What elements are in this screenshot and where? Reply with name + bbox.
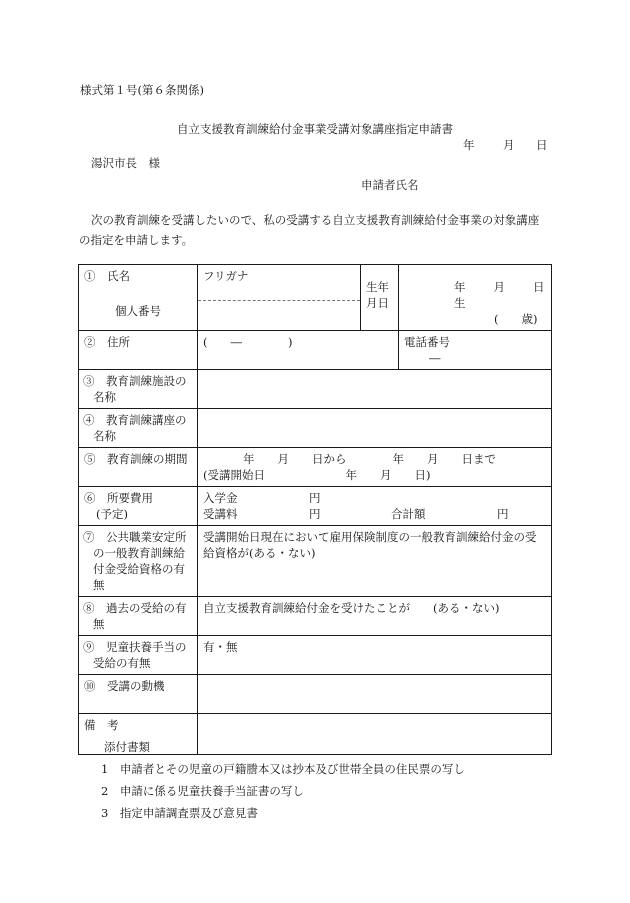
tuition-label: 受講料 [203, 507, 238, 521]
birth-month: 月 [493, 280, 505, 294]
birth-label-1: 生年 [366, 280, 389, 294]
period-line-2: (受講開始日 年 月 日) [203, 468, 431, 482]
motive-label: ⑩ 受講の動機 [79, 675, 198, 714]
intro-line-2: の指定を申請します。 [79, 233, 194, 247]
name-label-cell [79, 265, 198, 331]
phone-cell[interactable] [399, 331, 552, 370]
hellowork-text[interactable]: 受講開始日現在において雇用保険制度の一般教育訓練給付金の受給資格が(ある・ない) [198, 526, 552, 597]
kojin-bangou-label: 個人番号 [115, 304, 161, 318]
address-label: ② 住所 [79, 331, 198, 370]
attachment-item-1: 1 申請者とその児童の戸籍謄本又は抄本及び世帯全員の住民票の写し [101, 762, 465, 776]
attachment-item-3: 3 指定申請調査票及び意見書 [101, 806, 258, 820]
period-input-cell[interactable] [198, 448, 552, 487]
remarks-label: 備 考 [79, 714, 198, 755]
total-yen: 円 [497, 507, 509, 521]
facility-label: ③ 教育訓練施設の名称 [79, 370, 198, 409]
period-line-1: 年 月 日から 年 月 日まで [243, 452, 496, 466]
child-allowance-label: ⑨ 児童扶養手当の受給の有無 [79, 636, 198, 675]
age: ( 歳) [494, 312, 538, 326]
name-input-cell[interactable] [198, 265, 361, 331]
application-form-table [78, 264, 552, 755]
applicant-name-label: 申請者氏名 [361, 178, 419, 192]
intro-text [79, 210, 559, 250]
attachment-item-2: 2 申請に係る児童扶養手当証書の写し [101, 784, 304, 798]
birthdate-label-cell [361, 265, 399, 331]
phone-label: 電話番号 [404, 335, 450, 349]
addressee: 湯沢市長 様 [91, 156, 160, 170]
total-label: 合計額 [391, 507, 426, 521]
document-title: 自立支援教育訓練給付金事業受講対象講座指定申請書 [177, 122, 453, 136]
name-label: ① 氏名 [84, 269, 130, 283]
cost-label-cell [79, 487, 198, 526]
cost-label-sub: (予定) [96, 507, 128, 521]
cost-input-cell[interactable] [198, 487, 552, 526]
date-year: 年 [463, 138, 475, 152]
attachments [101, 736, 465, 824]
course-label: ④ 教育訓練講座の名称 [79, 409, 198, 448]
phone-dash: ― [429, 351, 441, 365]
course-input[interactable] [198, 409, 552, 448]
date-day: 日 [536, 138, 548, 152]
date-month: 月 [503, 138, 515, 152]
cost-label: ⑥ 所要費用 [84, 491, 153, 505]
motive-input[interactable] [198, 675, 552, 714]
enrollment-fee-label: 入学金 [203, 491, 238, 505]
period-label: ⑤ 教育訓練の期間 [79, 448, 198, 487]
attachments-heading: 添付書類 [104, 740, 150, 754]
enrollment-fee-yen: 円 [309, 491, 321, 505]
postal-code: ( ― ) [203, 335, 293, 349]
hellowork-label: ⑦ 公共職業安定所の一般教育訓練給付金受給資格の有無 [79, 526, 198, 597]
birth-year: 年 [454, 280, 466, 294]
furigana-label: フリガナ [198, 265, 360, 301]
tuition-yen: 円 [309, 507, 321, 521]
intro-line-1: 次の教育訓練を受講したいので、私の受講する自立支援教育訓練給付金事業の対象講座 [91, 213, 540, 227]
past-receipt-text[interactable]: 自立支援教育訓練給付金を受けたことが (ある・ない) [198, 597, 552, 636]
child-allowance-text[interactable]: 有・無 [198, 636, 552, 675]
facility-input[interactable] [198, 370, 552, 409]
form-number: 様式第１号(第６条関係) [80, 83, 204, 97]
address-input-cell[interactable] [198, 331, 399, 370]
birthdate-input-cell[interactable] [399, 265, 552, 331]
past-receipt-label: ⑧ 過去の受給の有無 [79, 597, 198, 636]
birth-day: 日生 [454, 280, 545, 310]
birth-label-2: 月日 [366, 296, 389, 310]
